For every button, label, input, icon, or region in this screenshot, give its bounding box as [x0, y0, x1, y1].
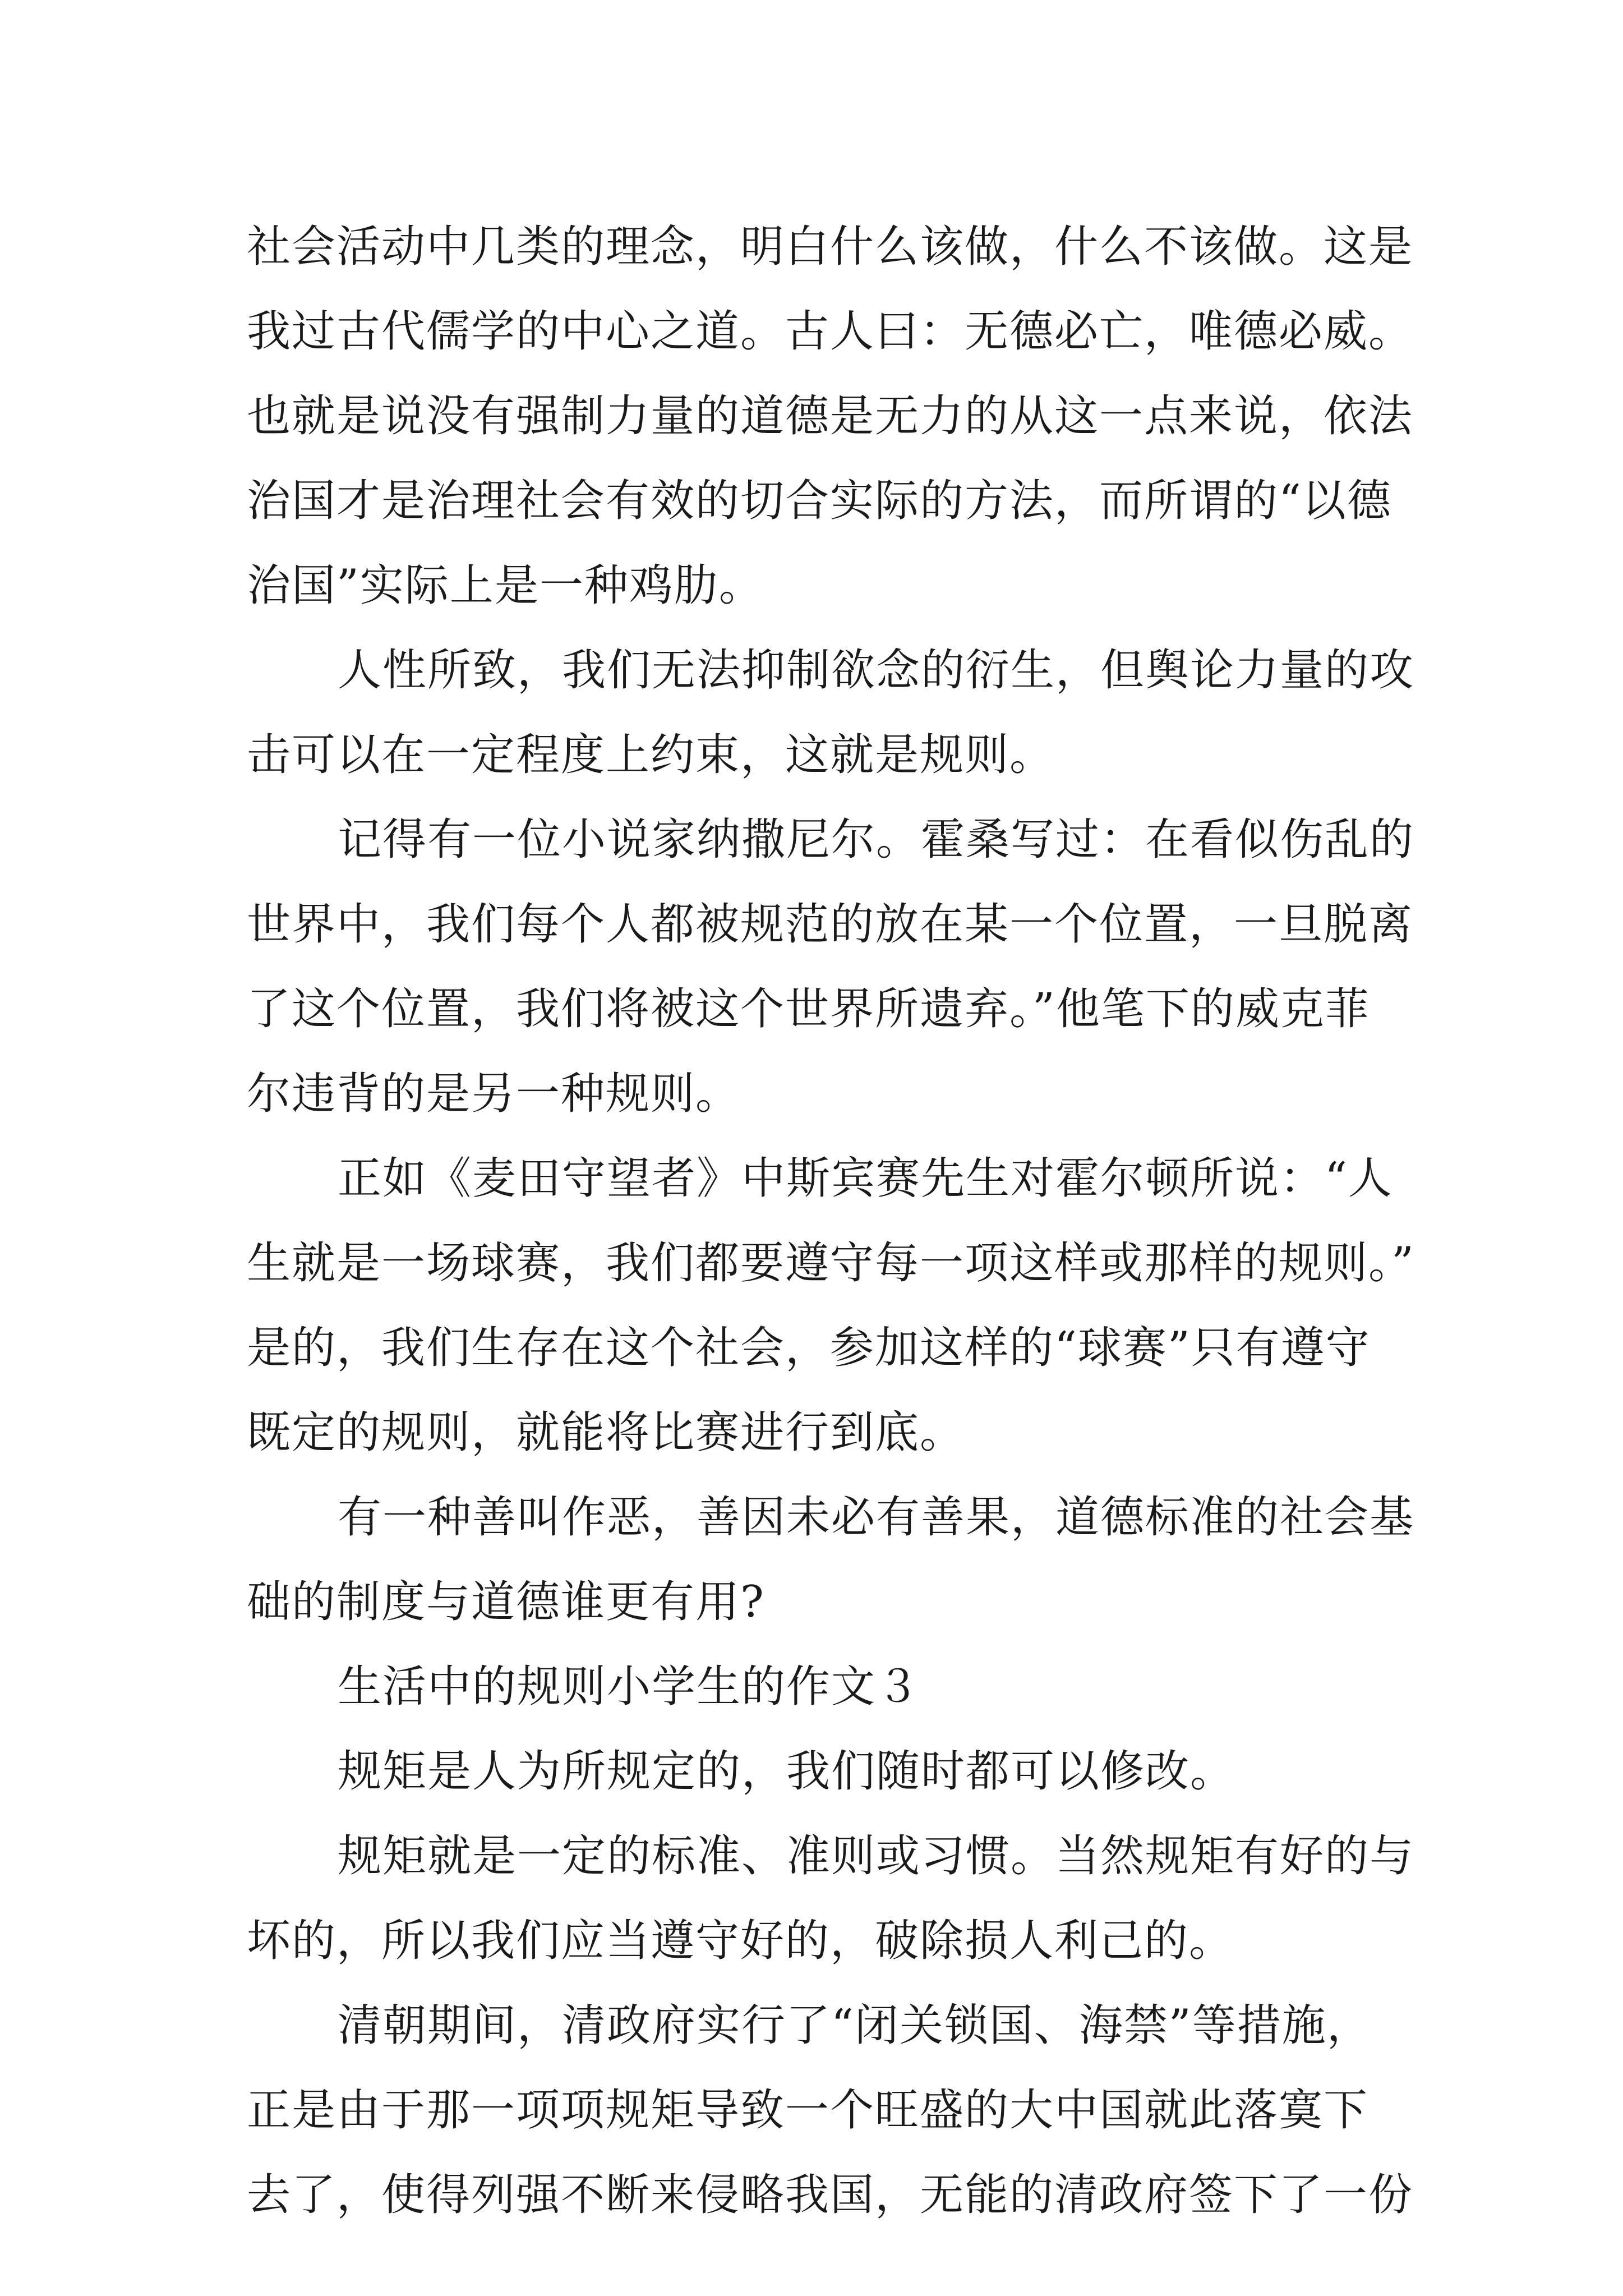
text-line: 坏的，所以我们应当遵守好的，破除损人利己的。	[247, 1916, 1234, 1966]
text-line: 世界中，我们每个人都被规范的放在某一个位置，一旦脱离	[247, 899, 1414, 950]
document-body	[247, 205, 1415, 2238]
text-line: 正是由于那一项项规矩导致一个旺盛的大中国就此落寞下	[247, 2085, 1369, 2136]
text-line: 生活中的规则小学生的作文３	[338, 1662, 921, 1712]
text-line: 去了，使得列强不断来侵略我国，无能的清政府签下了一份	[247, 2170, 1414, 2220]
text-line: 础的制度与道德谁更有用?	[247, 1577, 765, 1627]
text-line: 治国”实际上是一种鸡肋。	[247, 560, 764, 611]
text-line: 是的，我们生存在这个社会，参加这样的“球赛”只有遵守	[247, 1323, 1371, 1373]
text-line: 我过古代儒学的中心之道。古人曰：无德必亡，唯德必威。	[247, 306, 1414, 357]
text-line: 社会活动中几类的理念，明白什么该做，什么不该做。这是	[247, 222, 1414, 272]
paragraph-2	[247, 628, 1415, 798]
text-line: 击可以在一定程度上约束，这就是规则。	[247, 730, 1055, 780]
paragraph-7	[247, 1814, 1415, 1984]
text-line: 了这个位置，我们将被这个世界所遗弃。”他笔下的威克菲	[247, 984, 1370, 1034]
text-line: 生就是一场球赛，我们都要遵守每一项这样或那样的规则。”	[247, 1238, 1415, 1289]
paragraph-3	[247, 798, 1415, 1137]
text-line: 既定的规则，就能将比赛进行到底。	[247, 1407, 965, 1458]
text-line: 尔违背的是另一种规则。	[247, 1069, 741, 1119]
text-line: 正如《麦田守望者》中斯宾赛先生对霍尔顿所说：“人	[338, 1153, 1393, 1204]
text-line: 清朝期间，清政府实行了“闭关锁国、海禁”等措施，	[338, 2000, 1372, 2051]
paragraph-6	[247, 1729, 1388, 1814]
text-line: 规矩就是一定的标准、准则或习惯。当然规矩有好的与	[338, 1831, 1415, 1881]
paragraph-8	[247, 1984, 1414, 2238]
text-line: 规矩是人为所规定的，我们随时都可以修改。	[338, 1746, 1235, 1797]
paragraph-5	[247, 1475, 1415, 1645]
text-line: 治国才是治理社会有效的切合实际的方法，而所谓的“以德	[247, 476, 1392, 526]
paragraph-4	[247, 1137, 1415, 1475]
paragraph-1	[247, 205, 1414, 628]
text-line: 人性所致，我们无法抑制欲念的衍生，但舆论力量的攻	[338, 645, 1415, 696]
text-line: 记得有一位小说家纳撒尼尔。霍桑写过：在看似伤乱的	[338, 815, 1415, 865]
text-line: 也就是说没有强制力量的道德是无力的从这一点来说，依法	[247, 391, 1414, 441]
section-heading	[247, 1645, 1388, 1729]
text-line: 有一种善叫作恶，善因未必有善果，道德标准的社会基	[338, 1492, 1415, 1543]
